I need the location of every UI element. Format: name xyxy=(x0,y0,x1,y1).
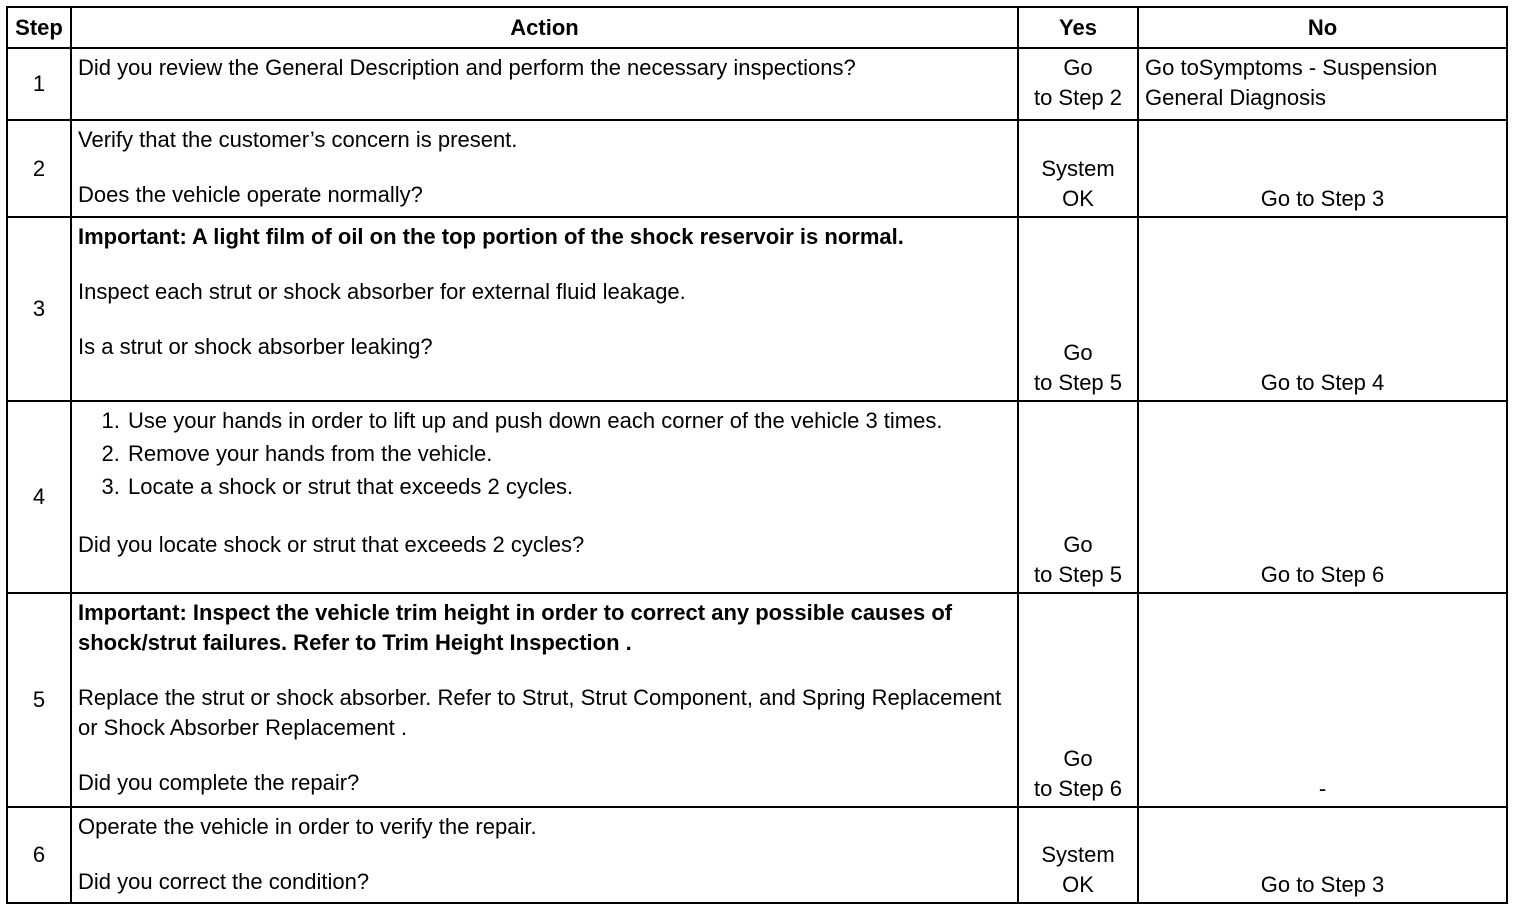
question-text: Did you locate shock or strut that exceeds 2 cycles? xyxy=(78,531,585,557)
procedure-item: 1. Use your hands in order to lift up and push down each corner of the vehicle 3 times. xyxy=(126,406,1011,436)
yes-cell xyxy=(1018,217,1138,400)
question-text: Did you review the General Description and perform the necessary inspections? xyxy=(78,55,856,80)
instruction-text: Inspect each strut or shock absorber for external fluid leakage. xyxy=(78,279,686,305)
yes-line-2: to Step 5 xyxy=(1033,562,1123,588)
step-number: 1 xyxy=(7,48,71,120)
no-line-2: General Diagnosis xyxy=(1145,85,1326,110)
yes-cell xyxy=(1018,593,1138,806)
step-number: 4 xyxy=(7,401,71,593)
yes-line-2: to Step 2 xyxy=(1033,85,1123,110)
instruction-text: Operate the vehicle in order to verify the repair. xyxy=(78,813,537,839)
header-no: No xyxy=(1138,7,1507,48)
step-number: 5 xyxy=(7,593,71,806)
procedure-item: 3. Locate a shock or strut that exceeds 2 cycles. xyxy=(126,472,1011,502)
procedure-item: 2. Remove your hands from the vehicle. xyxy=(126,439,1011,469)
yes-line-1: System xyxy=(1041,156,1115,182)
yes-line-1: Go xyxy=(1063,745,1093,771)
table-row xyxy=(7,593,1507,806)
no-cell: Go to Step 4 xyxy=(1138,217,1507,400)
step-number: 6 xyxy=(7,807,71,903)
yes-line-2: to Step 6 xyxy=(1033,775,1123,801)
yes-cell xyxy=(1018,120,1138,217)
header-yes: Yes xyxy=(1018,7,1138,48)
yes-line-2: OK xyxy=(1062,872,1094,897)
action-cell xyxy=(71,807,1018,903)
instruction-text: Verify that the customer’s concern is present. xyxy=(78,127,518,153)
question-text: Is a strut or shock absorber leaking? xyxy=(78,334,433,360)
yes-cell xyxy=(1018,401,1138,593)
action-cell xyxy=(71,593,1018,806)
yes-line-1: Go xyxy=(1063,55,1093,80)
yes-cell xyxy=(1018,807,1138,903)
diagnostic-table xyxy=(6,6,1508,904)
table-row xyxy=(7,807,1507,903)
important-note: Important: Inspect the vehicle trim height in order to correct any possible causes of shock/strut failures. Refer to Trim Height Inspection . xyxy=(78,600,953,656)
no-cell: Go to Step 3 xyxy=(1138,120,1507,217)
question-text: Did you complete the repair? xyxy=(78,770,360,796)
no-cell xyxy=(1138,48,1507,120)
no-cell: - xyxy=(1138,593,1507,806)
yes-cell xyxy=(1018,48,1138,120)
header-step: Step xyxy=(7,7,71,48)
header-row xyxy=(7,7,1507,48)
action-cell xyxy=(71,401,1018,593)
question-text: Does the vehicle operate normally? xyxy=(78,182,423,208)
yes-line-2: OK xyxy=(1062,186,1094,212)
no-line-1: Go toSymptoms - Suspension xyxy=(1145,55,1438,80)
action-cell xyxy=(71,48,1018,120)
table-row xyxy=(7,401,1507,593)
step-number: 3 xyxy=(7,217,71,400)
table-row xyxy=(7,48,1507,120)
table-row xyxy=(7,120,1507,217)
header-action: Action xyxy=(71,7,1018,48)
procedure-list xyxy=(78,406,1011,502)
no-cell: Go to Step 3 xyxy=(1138,807,1507,903)
no-cell: Go to Step 6 xyxy=(1138,401,1507,593)
yes-line-1: System xyxy=(1041,842,1115,867)
action-cell xyxy=(71,217,1018,400)
yes-line-2: to Step 5 xyxy=(1033,369,1123,395)
instruction-text: Replace the strut or shock absorber. Refer to Strut, Strut Component, and Spring Replacement or Shock Absorber Replacement . xyxy=(78,685,1002,741)
table-row xyxy=(7,217,1507,400)
action-cell xyxy=(71,120,1018,217)
important-note: Important: A light film of oil on the top portion of the shock reservoir is normal. xyxy=(78,224,904,250)
step-number: 2 xyxy=(7,120,71,217)
yes-line-1: Go xyxy=(1063,532,1093,558)
question-text: Did you correct the condition? xyxy=(78,868,370,894)
yes-line-1: Go xyxy=(1063,339,1093,365)
